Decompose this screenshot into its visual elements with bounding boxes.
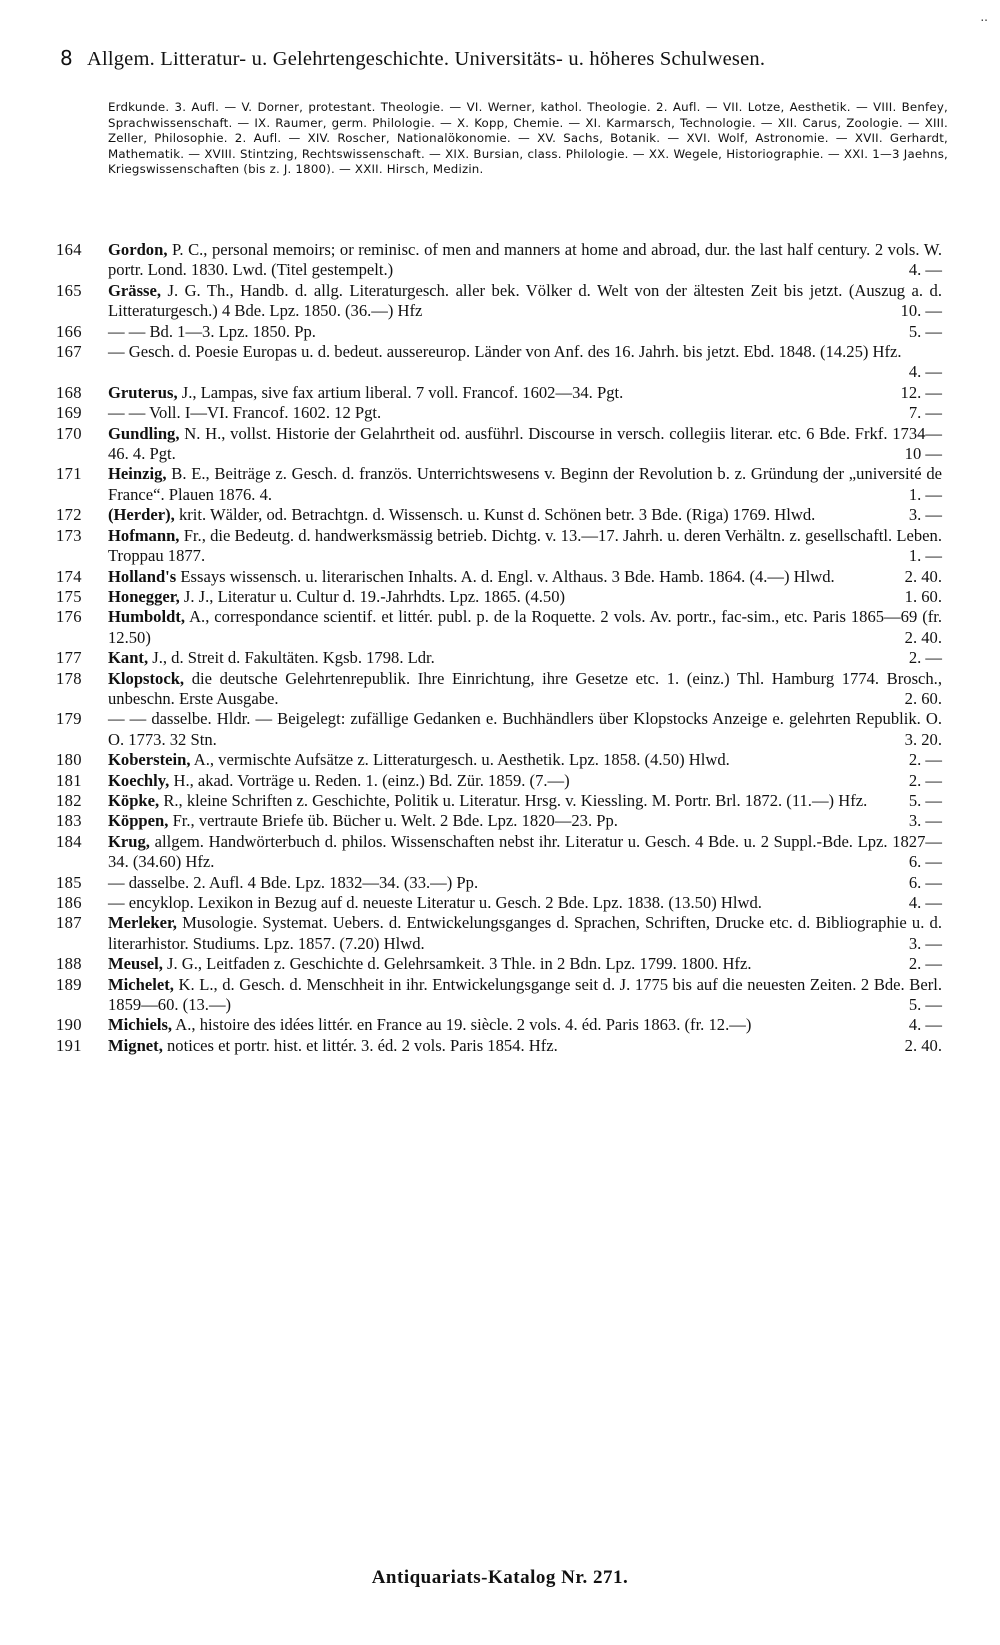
catalog-entry bbox=[56, 669, 942, 710]
entry-price: 2. 40. bbox=[904, 627, 942, 647]
entry-body bbox=[108, 669, 942, 710]
entry-author: Hofmann, bbox=[108, 525, 180, 545]
catalog-entry bbox=[56, 240, 942, 281]
entry-price: 5. — bbox=[908, 790, 942, 810]
entry-number: 169 bbox=[56, 403, 82, 423]
entry-description: J. G. Th., Handb. d. allg. Literaturgesch. aller bek. Völker d. Welt von der ältesten Zeit bis jetzt. (Auszug a. d. Litteraturgesch.) 4 Bde. Lpz. 1850. (36.—) Hfz bbox=[108, 280, 942, 321]
entry-price: 7. — bbox=[908, 403, 942, 423]
entry-author: Kant, bbox=[108, 648, 149, 668]
entry-description: K. L., d. Gesch. d. Menschheit in ihr. Entwickelungsgange seit d. J. 1775 bis auf die neuesten Zeiten. 2 Bde. Berl. 1859—60. (13.—) bbox=[108, 974, 942, 1015]
catalog-entry bbox=[56, 709, 942, 750]
catalog-entry bbox=[56, 424, 942, 465]
entry-author: Michelet, bbox=[108, 974, 174, 994]
entry-description: Fr., vertraute Briefe üb. Bücher u. Welt. 2 Bde. Lpz. 1820—23. Pp. bbox=[172, 811, 618, 831]
entry-number: 165 bbox=[56, 280, 82, 300]
entry-number: 188 bbox=[56, 954, 82, 974]
catalog-entry bbox=[56, 1015, 942, 1035]
entry-number: 174 bbox=[56, 566, 82, 586]
entry-number: 184 bbox=[56, 831, 82, 851]
entry-description: P. C., personal memoirs; or reminisc. of men and manners at home and abroad, dur. the last half century. 2 vols. W. portr. Lond. 1830. Lwd. (Titel gestempelt.) bbox=[108, 240, 942, 280]
entry-description: H., akad. Vorträge u. Reden. 1. (einz.) Bd. Zür. 1859. (7.—) bbox=[173, 770, 570, 790]
entry-price: 3. — bbox=[908, 505, 942, 525]
catalog-entry bbox=[56, 322, 942, 342]
entry-author: Humboldt, bbox=[108, 607, 185, 627]
catalog-entry bbox=[56, 403, 942, 423]
entry-price: 2. — bbox=[908, 770, 942, 790]
entry-description: B. E., Beiträge z. Gesch. d. französ. Unterrichtswesens v. Beginn der Revolution b. z. Gründung der „université de France“. Plauen 1876. 4. bbox=[108, 464, 942, 504]
catalog-entry bbox=[56, 567, 942, 587]
entry-body bbox=[108, 342, 942, 383]
entry-description: J., Lampas, sive fax artium liberal. 7 voll. Francof. 1602—34. Pgt. bbox=[181, 382, 624, 402]
entry-body bbox=[108, 322, 942, 342]
entry-price: 6. — bbox=[908, 872, 942, 892]
entry-number: 175 bbox=[56, 586, 82, 606]
entry-description: — dasselbe. 2. Aufl. 4 Bde. Lpz. 1832—34. (33.—) Pp. bbox=[108, 872, 479, 892]
entry-body bbox=[108, 811, 942, 831]
entry-body bbox=[108, 709, 942, 750]
entry-description: krit. Wälder, od. Betrachtgn. d. Wissensch. u. Kunst d. Schönen betr. 3 Bde. (Riga) 1769. Hlwd. bbox=[178, 505, 816, 525]
entry-number: 186 bbox=[56, 893, 82, 912]
catalog-entries bbox=[56, 240, 942, 1056]
entry-number: 182 bbox=[56, 790, 82, 810]
entry-body bbox=[108, 771, 942, 791]
entry-number: 179 bbox=[56, 709, 82, 729]
page-number: 8 bbox=[60, 46, 73, 70]
entry-price: 2. — bbox=[908, 954, 942, 974]
entry-price: 3. — bbox=[908, 933, 942, 953]
entry-body bbox=[108, 1036, 942, 1056]
entry-body bbox=[108, 791, 942, 811]
entry-price: 2. 40. bbox=[904, 566, 942, 586]
entry-price: 6. — bbox=[908, 852, 942, 872]
entry-description: — — dasselbe. Hldr. — Beigelegt: zufällige Gedanken e. Buchhändlers über Klopstocks Anzeige e. gelehrten Republik. O. O. 1773. 32 Stn. bbox=[108, 709, 942, 749]
entry-description: notices et portr. hist. et littér. 3. éd. 2 vols. Paris 1854. Hfz. bbox=[167, 1035, 558, 1055]
entry-author: Gruterus, bbox=[108, 382, 178, 402]
catalog-entry bbox=[56, 975, 942, 1016]
entry-price: 10. — bbox=[900, 301, 942, 321]
catalog-entry bbox=[56, 954, 942, 974]
entry-body bbox=[108, 607, 942, 648]
catalog-entry bbox=[56, 1036, 942, 1056]
entry-description: R., kleine Schriften z. Geschichte, Politik u. Literatur. Hrsg. v. Kiessling. M. Portr. Brl. 1872. (11.—) Hfz. bbox=[163, 790, 868, 810]
entry-description: — — Voll. I—VI. Francof. 1602. 12 Pgt. bbox=[108, 403, 382, 423]
entry-description: A., histoire des idées littér. en France au 19. siècle. 2 vols. 4. éd. Paris 1863. (fr. 12.—) bbox=[175, 1015, 752, 1035]
entry-description: N. H., vollst. Historie der Gelahrtheit od. ausführl. Discourse in versch. collegiis literar. etc. 6 Bde. Frkf. 1734—46. 4. Pgt. bbox=[108, 423, 943, 464]
entry-price: 2. 40. bbox=[904, 1035, 942, 1055]
entry-body bbox=[108, 1015, 942, 1035]
catalog-entry bbox=[56, 811, 942, 831]
catalog-entry bbox=[56, 383, 942, 403]
entry-number: 173 bbox=[56, 525, 82, 545]
entry-author: Meusel, bbox=[108, 954, 163, 974]
entry-price: 2. 60. bbox=[904, 688, 942, 708]
entry-author: Gordon, bbox=[108, 240, 168, 259]
catalog-footer: Antiquariats-Katalog Nr. 271. bbox=[371, 1567, 629, 1588]
catalog-entry bbox=[56, 648, 942, 668]
entry-body bbox=[108, 567, 942, 587]
entry-body bbox=[108, 648, 942, 668]
entry-price: 2. — bbox=[908, 648, 942, 668]
entry-author: Koechly, bbox=[108, 770, 170, 790]
entry-number: 164 bbox=[56, 240, 82, 259]
entry-body bbox=[108, 975, 942, 1016]
entry-body bbox=[108, 893, 942, 913]
catalog-entry bbox=[56, 893, 942, 913]
entry-number: 170 bbox=[56, 423, 82, 443]
entry-price: 3. 20. bbox=[904, 729, 942, 749]
entry-body bbox=[108, 505, 942, 525]
catalog-entry bbox=[56, 464, 942, 505]
entry-number: 176 bbox=[56, 607, 82, 627]
entry-author: Grässe, bbox=[108, 280, 161, 300]
page-header bbox=[60, 46, 942, 71]
entry-number: 167 bbox=[56, 342, 82, 362]
catalog-entry bbox=[56, 832, 942, 873]
entry-body bbox=[108, 240, 942, 281]
entry-author: Heinzig, bbox=[108, 464, 167, 484]
entry-price: 2. — bbox=[908, 750, 942, 770]
catalog-entry bbox=[56, 526, 942, 567]
entry-body bbox=[108, 954, 942, 974]
entry-number: 187 bbox=[56, 913, 82, 933]
entry-body bbox=[108, 424, 942, 465]
entry-body bbox=[108, 526, 942, 567]
entry-number: 178 bbox=[56, 668, 82, 688]
entry-price: 12. — bbox=[900, 382, 942, 402]
entry-price: 1. — bbox=[908, 546, 942, 566]
entry-number: 172 bbox=[56, 505, 82, 525]
entry-author: (Herder), bbox=[108, 505, 175, 525]
entry-price: 1. — bbox=[908, 484, 942, 504]
catalog-entry bbox=[56, 607, 942, 648]
entry-price: 10 — bbox=[904, 444, 942, 464]
entry-description: — — Bd. 1—3. Lpz. 1850. Pp. bbox=[108, 321, 316, 341]
entry-author: Klopstock, bbox=[108, 668, 185, 688]
entry-author: Mignet, bbox=[108, 1035, 163, 1055]
entry-body bbox=[108, 464, 942, 505]
catalog-entry bbox=[56, 750, 942, 770]
entry-number: 189 bbox=[56, 974, 82, 994]
entry-price: 4. — bbox=[908, 362, 942, 382]
entry-author: Krug, bbox=[108, 831, 150, 851]
entry-body bbox=[108, 750, 942, 770]
entry-author: Gundling, bbox=[108, 423, 180, 443]
entry-body bbox=[108, 913, 942, 954]
entry-body bbox=[108, 383, 942, 403]
catalog-entry bbox=[56, 587, 942, 607]
catalog-entry bbox=[56, 913, 942, 954]
entry-price: 1. 60. bbox=[904, 586, 942, 606]
entry-description: allgem. Handwörterbuch d. philos. Wissenschaften nebst ihr. Literatur u. Gesch. 4 Bde. u. 2 Suppl.-Bde. Lpz. 1827—34. (34.60) Hfz. bbox=[108, 831, 942, 872]
entry-author: Holland's bbox=[108, 566, 177, 586]
entry-price: 4. — bbox=[908, 893, 942, 912]
entry-price: 3. — bbox=[908, 811, 942, 831]
entry-number: 171 bbox=[56, 464, 82, 484]
entry-description: A., correspondance scientif. et littér. publ. p. de la Roquette. 2 vols. Av. portr., fac-sim., etc. Paris 1865—69 (fr. 12.50) bbox=[108, 607, 943, 647]
entry-author: Köppen, bbox=[108, 811, 169, 831]
entry-description: Fr., die Bedeutg. d. handwerksmässig betrieb. Dichtg. v. 13.—17. Jahrh. u. deren Verhältn. z. gesellschaftl. Leben. Troppau 1877. bbox=[108, 525, 942, 566]
entry-body bbox=[108, 281, 942, 322]
entry-author: Honegger, bbox=[108, 586, 180, 606]
entry-price: 5. — bbox=[908, 321, 942, 341]
entry-body bbox=[108, 587, 942, 607]
entry-description: J. G., Leitfaden z. Geschichte d. Gelehrsamkeit. 3 Thle. in 2 Bdn. Lpz. 1799. 1800. Hfz. bbox=[167, 954, 752, 974]
catalog-entry bbox=[56, 281, 942, 322]
entry-price: 4. — bbox=[908, 1015, 942, 1035]
entry-number: 185 bbox=[56, 872, 82, 892]
entry-author: Michiels, bbox=[108, 1015, 173, 1035]
entry-number: 180 bbox=[56, 750, 82, 770]
entry-author: Merleker, bbox=[108, 913, 177, 933]
entry-description: J. J., Literatur u. Cultur d. 19.-Jahrhdts. Lpz. 1865. (4.50) bbox=[183, 586, 566, 606]
entry-number: 191 bbox=[56, 1035, 82, 1055]
entry-body bbox=[108, 832, 942, 873]
entry-number: 181 bbox=[56, 770, 82, 790]
entry-number: 168 bbox=[56, 382, 82, 402]
entry-author: Koberstein, bbox=[108, 750, 191, 770]
entry-description: Musologie. Systemat. Uebers. d. Entwickelungsganges d. Sprachen, Schriften, Drucke etc. d. Bibliographie u. d. literarhistor. Studiums. Lpz. 1857. (7.20) Hlwd. bbox=[108, 913, 942, 953]
running-title: Allgem. Litteratur- u. Gelehrtengeschichte. Universitäts- u. höheres Schulwesen. bbox=[86, 48, 766, 70]
entry-description: Essays wissensch. u. literarischen Inhalts. A. d. Engl. v. Althaus. 3 Bde. Hamb. 1864. (4.—) Hlwd. bbox=[180, 566, 835, 586]
entry-number: 190 bbox=[56, 1015, 82, 1035]
entry-price: 4. — bbox=[908, 260, 942, 280]
entry-price: 5. — bbox=[908, 995, 942, 1015]
entry-number: 183 bbox=[56, 811, 82, 831]
catalog-entry bbox=[56, 505, 942, 525]
entry-description: J., d. Streit d. Fakultäten. Kgsb. 1798. Ldr. bbox=[152, 648, 435, 668]
entry-body bbox=[108, 403, 942, 423]
catalog-entry bbox=[56, 771, 942, 791]
entry-number: 166 bbox=[56, 321, 82, 341]
entry-number: 177 bbox=[56, 648, 82, 668]
entry-description: — Gesch. d. Poesie Europas u. d. bedeut. aussereurop. Länder von Anf. des 16. Jahrh. bis jetzt. Ebd. 1848. (14.25) Hfz. bbox=[108, 342, 902, 362]
entry-body bbox=[108, 873, 942, 893]
corner-mark: .. bbox=[980, 10, 988, 24]
preface-text: Erdkunde. 3. Aufl. — V. Dorner, protestant. Theologie. — VI. Werner, kathol. Theologie. 2. Aufl. — VII. Lotze, Aesthetik. — VIII. Benfey, Sprachwissenschaft. — IX. Raumer, germ. Philologie. — X. Kopp, Chemie. — XI. Karmarsch, Technologie. — XII. Carus, Zoologie. — XIII. Zeller, Philosophie. 2. Aufl. — XIV. Roscher, Nationalökonomie. — XV. Sachs, Botanik. — XVI. Wolf, Astronomie. — XVII. Gerhardt, Mathematik. — XVIII. Stintzing, Rechtswissenschaft. — XIX. Bursian, class. Philologie. — XX. Wegele, Historiographie. — XXI. 1—3 Jaehns, Kriegswissenschaften (bis z. J. 1800). — XXII. Hirsch, Medizin. bbox=[108, 100, 948, 177]
entry-description: die deutsche Gelehrtenrepublik. Ihre Einrichtung, ihre Gesetze etc. 1. (einz.) Thl. Hamburg 1774. Brosch., unbeschn. Erste Ausgabe. bbox=[108, 668, 942, 708]
catalog-entry bbox=[56, 791, 942, 811]
entry-description: A., vermischte Aufsätze z. Litteraturgesch. u. Aesthetik. Lpz. 1858. (4.50) Hlwd. bbox=[193, 750, 730, 770]
catalog-entry bbox=[56, 873, 942, 893]
entry-author: Köpke, bbox=[108, 790, 160, 810]
entry-description: — encyklop. Lexikon in Bezug auf d. neueste Literatur u. Gesch. 2 Bde. Lpz. 1838. (13.50) Hlwd. bbox=[108, 893, 762, 912]
catalog-entry bbox=[56, 342, 942, 383]
